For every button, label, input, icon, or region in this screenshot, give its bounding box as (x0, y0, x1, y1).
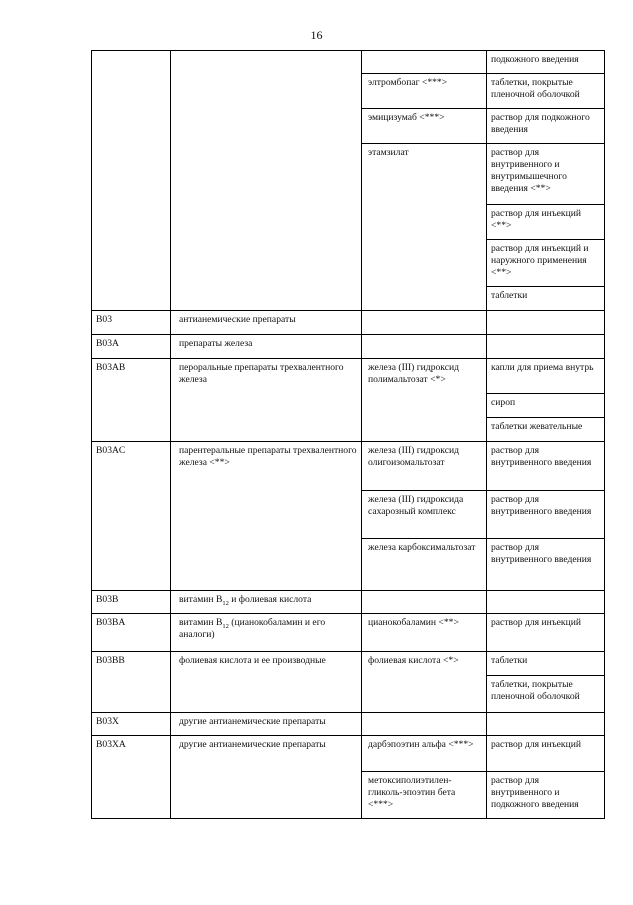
form-cell: раствор для внутривенного и подкожного введения (487, 772, 605, 819)
form-cell: таблетки (487, 287, 605, 311)
drug-table (91, 50, 605, 819)
group-cell: витамин $B_{12}$ и фолиевая кислота (171, 591, 362, 614)
form-cell: раствор для внутривенного введения (487, 491, 605, 539)
group-cell: фолиевая кислота и ее производные (171, 652, 362, 713)
substance-cell: эмицизумаб <***> (362, 109, 487, 144)
page-number: 16 (310, 28, 323, 42)
table-row (92, 335, 605, 359)
form-cell: раствор для внутривенного введения (487, 539, 605, 591)
form-cell: раствор для инъекций и наружного применения <**> (487, 240, 605, 287)
form-cell: таблетки (487, 652, 605, 676)
atc-code-cell: B03B (92, 591, 171, 614)
form-cell: раствор для подкожного введения (487, 109, 605, 144)
atc-code-cell: B03BB (92, 652, 171, 713)
substance-cell: этамзилат (362, 144, 487, 311)
form-cell: раствор для инъекций <**> (487, 205, 605, 240)
group-cell: другие антианемические препараты (171, 713, 362, 736)
group-cell: антианемические препараты (171, 311, 362, 335)
atc-code-cell: B03AC (92, 442, 171, 591)
form-cell: подкожного введения (487, 51, 605, 74)
atc-code-cell: B03 (92, 311, 171, 335)
substance-cell: железа (III) гидроксида сахарозный комплекс (362, 491, 487, 539)
form-cell: раствор для инъекций (487, 736, 605, 772)
atc-code-cell (92, 51, 171, 311)
atc-code-cell: B03X (92, 713, 171, 736)
table-row (92, 359, 605, 394)
table-row (92, 311, 605, 335)
substance-cell: железа (III) гидроксид олигоизомальтозат (362, 442, 487, 491)
table-row (92, 591, 605, 614)
group-cell (171, 51, 362, 311)
substance-cell: железа карбоксимальтозат (362, 539, 487, 591)
form-cell: таблетки, покрытые пленочной оболочкой (487, 676, 605, 713)
form-cell: раствор для внутривенного введения (487, 442, 605, 491)
substance-cell: цианокобаламин <**> (362, 614, 487, 652)
group-cell: витамин $B_{12}$ (цианокобаламин и его аналоги) (171, 614, 362, 652)
substance-cell: железа (III) гидроксид полимальтозат <*> (362, 359, 487, 442)
form-cell: капли для приема внутрь (487, 359, 605, 394)
form-cell: раствор для внутривенного и внутримышечного введения <**> (487, 144, 605, 205)
table-row (92, 614, 605, 652)
form-cell: раствор для инъекций (487, 614, 605, 652)
table-row (92, 736, 605, 772)
atc-code-cell: B03XA (92, 736, 171, 819)
substance-cell (362, 51, 487, 74)
atc-code-cell: B03AB (92, 359, 171, 442)
substance-cell: элтромбопаг <***> (362, 74, 487, 109)
substance-cell: дарбэпоэтин альфа <***> (362, 736, 487, 772)
table-row (92, 51, 605, 74)
substance-cell: метоксиполиэтилен-гликоль-эпоэтин бета <***> (362, 772, 487, 819)
form-cell: сироп (487, 394, 605, 418)
table-row (92, 713, 605, 736)
group-cell: препараты железа (171, 335, 362, 359)
substance-cell: фолиевая кислота <*> (362, 652, 487, 713)
form-cell: таблетки, покрытые пленочной оболочкой (487, 74, 605, 109)
group-cell: парентеральные препараты трехвалентного железа <**> (171, 442, 362, 591)
table-row (92, 442, 605, 491)
atc-code-cell: B03A (92, 335, 171, 359)
form-cell: таблетки жевательные (487, 418, 605, 442)
atc-code-cell: B03BA (92, 614, 171, 652)
group-cell: другие антианемические препараты (171, 736, 362, 819)
table-row (92, 652, 605, 676)
group-cell: пероральные препараты трехвалентного железа (171, 359, 362, 442)
